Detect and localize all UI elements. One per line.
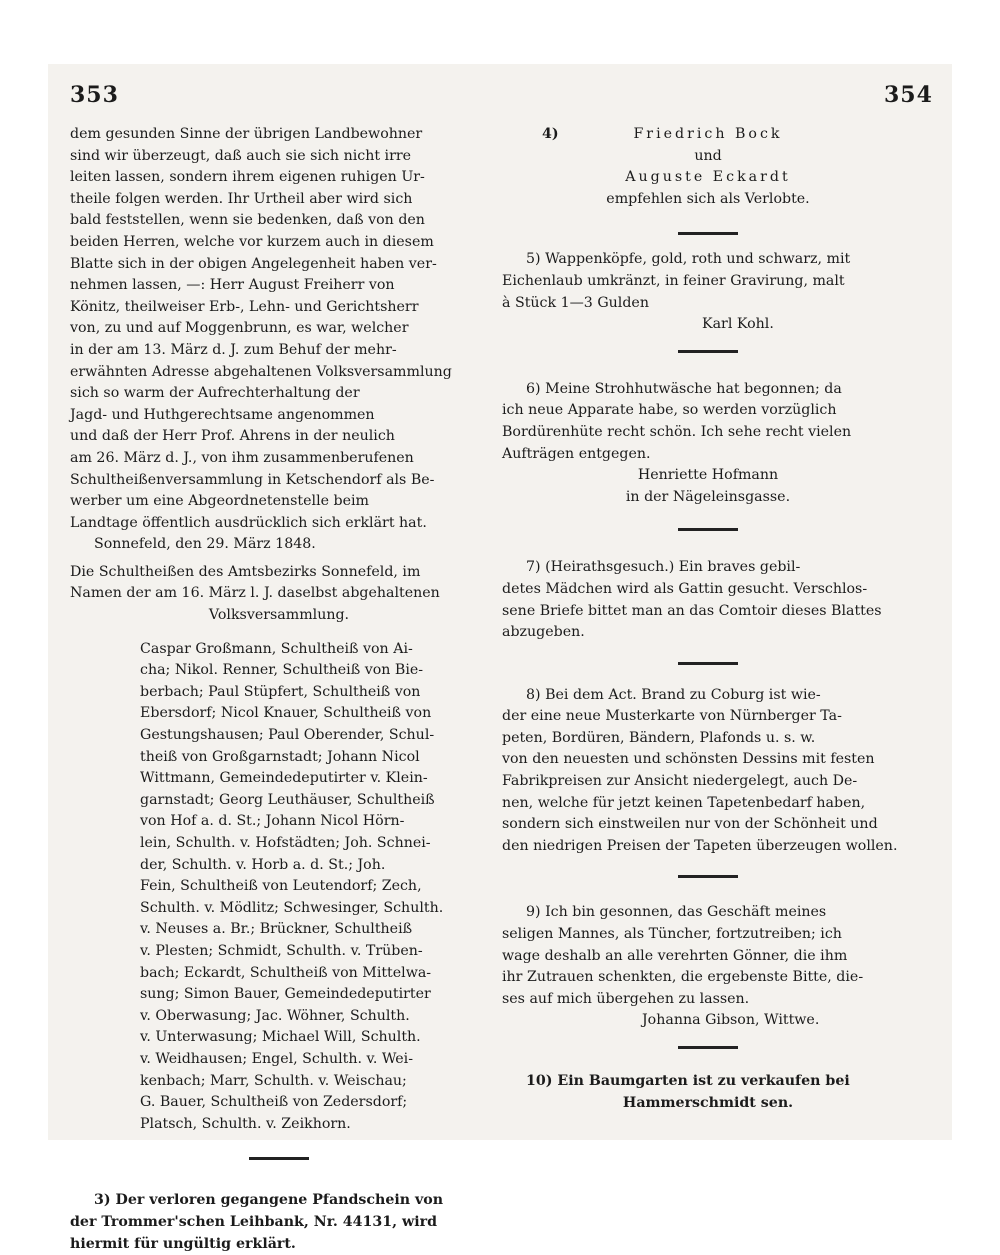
text-line: 9) Ich bin gesonnen, das Geschäft meines: [502, 902, 914, 924]
section-divider: [678, 875, 738, 878]
text-line: cha; Nikol. Renner, Schultheiß von Bie-: [140, 660, 488, 682]
text-line: Ebersdorf; Nicol Knauer, Schultheiß von: [140, 703, 488, 725]
notice-6: [502, 379, 914, 509]
text-line: leiten lassen, sondern ihrem eigenen ruhigen Ur-: [70, 167, 488, 189]
text-line: sene Briefe bittet man an das Comtoir dieses Blattes: [502, 601, 914, 623]
signatories-list: [70, 639, 488, 1136]
text-line: Caspar Großmann, Schultheiß von Ai-: [140, 639, 488, 661]
text-line: ich neue Apparate habe, so werden vorzüglich: [502, 400, 914, 422]
text-line: Jagd- und Huthgerechtsame angenommen: [70, 405, 488, 427]
text-line: lein, Schulth. v. Hofstädten; Joh. Schnei-: [140, 833, 488, 855]
text-line: 5) Wappenköpfe, gold, roth und schwarz, mit: [502, 249, 914, 271]
notice-3: [70, 1190, 488, 1255]
text-line: Platsch, Schulth. v. Zeikhorn.: [140, 1114, 488, 1136]
section-divider: [678, 1046, 738, 1049]
notice-4-engagement: [502, 124, 914, 210]
text-line: Die Schultheißen des Amtsbezirks Sonnefeld, im: [70, 562, 488, 584]
text-line: empfehlen sich als Verlobte.: [502, 189, 914, 211]
paragraph-konitz: [70, 124, 488, 534]
text-line: den niedrigen Preisen der Tapeten überzeugen wollen.: [502, 836, 914, 858]
text-line: Fein, Schultheiß von Leutendorf; Zech,: [140, 876, 488, 898]
text-line: 3) Der verloren gegangene Pfandschein von: [70, 1190, 488, 1212]
text-line: von, zu und auf Moggenbrunn, es war, welcher: [70, 318, 488, 340]
text-line: peten, Bordüren, Bändern, Plafonds u. s. w.: [502, 728, 914, 750]
section-divider: [678, 528, 738, 531]
text-line: bach; Eckardt, Schultheiß von Mittelwa-: [140, 963, 488, 985]
text-line: 10) Ein Baumgarten ist zu verkaufen bei: [502, 1071, 914, 1093]
item-number: 4): [542, 124, 559, 146]
notice-10: [502, 1071, 914, 1114]
text-line: ses auf mich übergehen zu lassen.: [502, 989, 914, 1011]
text-line: sind wir überzeugt, daß auch sie sich nicht irre: [70, 146, 488, 168]
text-line: sich so warm der Aufrechterhaltung der: [70, 383, 488, 405]
notice-8-wallpaper: [502, 685, 914, 858]
text-line: Auguste Eckardt: [502, 167, 914, 189]
text-line: Bordürenhüte recht schön. Ich sehe recht vielen: [502, 422, 914, 444]
page-number-right: 354: [884, 82, 933, 108]
text-line: der Trommer'schen Leihbank, Nr. 44131, wird: [70, 1212, 488, 1234]
section-divider: [678, 662, 738, 665]
notice-7-marriage: [502, 557, 914, 643]
text-line: Friedrich Bock: [502, 124, 914, 146]
text-line: Gestungshausen; Paul Oberender, Schul-: [140, 725, 488, 747]
signature-address: in der Nägeleinsgasse.: [502, 487, 914, 509]
text-line: Blatte sich in der obigen Angelegenheit haben ver-: [70, 254, 488, 276]
text-line: Schulth. v. Mödlitz; Schwesinger, Schulth.: [140, 898, 488, 920]
text-line: à Stück 1—3 Gulden: [502, 293, 914, 315]
text-line: theile folgen werden. Ihr Urtheil aber wird sich: [70, 189, 488, 211]
text-line: in der am 13. März d. J. zum Behuf der mehr-: [70, 340, 488, 362]
signatories-heading: [70, 562, 488, 627]
text-line: Landtage öffentlich ausdrücklich sich erklärt hat.: [70, 513, 488, 535]
text-line: dem gesunden Sinne der übrigen Landbewohner: [70, 124, 488, 146]
text-line: und: [502, 146, 914, 168]
page-number-left: 353: [70, 82, 119, 108]
text-line: am 26. März d. J., von ihm zusammenberufenen: [70, 448, 488, 470]
text-line: v. Unterwasung; Michael Will, Schulth.: [140, 1027, 488, 1049]
text-line: detes Mädchen wird als Gattin gesucht. Verschlos-: [502, 579, 914, 601]
right-column: [502, 124, 914, 1114]
text-line: ihr Zutrauen schenkten, die ergebenste Bitte, die-: [502, 967, 914, 989]
text-line: bald feststellen, wenn sie bedenken, daß von den: [70, 210, 488, 232]
text-line: nehmen lassen, —: Herr August Freiherr von: [70, 275, 488, 297]
text-line: kenbach; Marr, Schulth. v. Weischau;: [140, 1071, 488, 1093]
text-line: abzugeben.: [502, 622, 914, 644]
text-line: 7) (Heirathsgesuch.) Ein braves gebil-: [502, 557, 914, 579]
text-line: Volksversammlung.: [70, 605, 488, 627]
signature: Karl Kohl.: [502, 314, 914, 336]
section-divider: [249, 1157, 309, 1160]
text-line: v. Neuses a. Br.; Brückner, Schultheiß: [140, 919, 488, 941]
text-line: Fabrikpreisen zur Ansicht niedergelegt, auch De-: [502, 771, 914, 793]
text-line: sung; Simon Bauer, Gemeindedeputirter: [140, 984, 488, 1006]
text-line: theiß von Großgarnstadt; Johann Nicol: [140, 747, 488, 769]
text-line: Aufträgen entgegen.: [502, 444, 914, 466]
text-line: Könitz, theilweiser Erb-, Lehn- und Gerichtsherr: [70, 297, 488, 319]
text-line: v. Weidhausen; Engel, Schulth. v. Wei-: [140, 1049, 488, 1071]
signature: Johanna Gibson, Wittwe.: [502, 1010, 914, 1032]
text-line: und daß der Herr Prof. Ahrens in der neulich: [70, 426, 488, 448]
text-line: seligen Mannes, als Tüncher, fortzutreiben; ich: [502, 924, 914, 946]
text-line: v. Plesten; Schmidt, Schulth. v. Trüben-: [140, 941, 488, 963]
text-line: berbach; Paul Stüpfert, Schultheiß von: [140, 682, 488, 704]
text-line: der eine neue Musterkarte von Nürnberger Ta-: [502, 706, 914, 728]
text-line: Hammerschmidt sen.: [502, 1093, 914, 1115]
text-line: 8) Bei dem Act. Brand zu Coburg ist wie-: [502, 685, 914, 707]
section-divider: [678, 232, 738, 235]
text-line: sondern sich einstweilen nur von der Schönheit und: [502, 814, 914, 836]
text-line: von den neuesten und schönsten Dessins mit festen: [502, 749, 914, 771]
text-line: Eichenlaub umkränzt, in feiner Gravirung, malt: [502, 271, 914, 293]
date-line: Sonnefeld, den 29. März 1848.: [70, 534, 488, 556]
signature: Henriette Hofmann: [502, 465, 914, 487]
text-line: werber um eine Abgeordnetenstelle beim: [70, 491, 488, 513]
text-line: von Hof a. d. St.; Johann Nicol Hörn-: [140, 811, 488, 833]
text-line: garnstadt; Georg Leuthäuser, Schultheiß: [140, 790, 488, 812]
left-column: [70, 124, 488, 1255]
text-line: G. Bauer, Schultheiß von Zedersdorf;: [140, 1092, 488, 1114]
text-line: Namen der am 16. März l. J. daselbst abgehaltenen: [70, 583, 488, 605]
text-line: 6) Meine Strohhutwäsche hat begonnen; da: [502, 379, 914, 401]
notice-9: [502, 902, 914, 1032]
text-line: Wittmann, Gemeindedeputirter v. Klein-: [140, 768, 488, 790]
text-line: wage deshalb an alle verehrten Gönner, die ihm: [502, 946, 914, 968]
text-line: der, Schulth. v. Horb a. d. St.; Joh.: [140, 855, 488, 877]
text-line: v. Oberwasung; Jac. Wöhner, Schulth.: [140, 1006, 488, 1028]
text-line: erwähnten Adresse abgehaltenen Volksversammlung: [70, 362, 488, 384]
text-line: hiermit für ungültig erklärt.: [70, 1234, 488, 1255]
text-line: nen, welche für jetzt keinen Tapetenbedarf haben,: [502, 793, 914, 815]
text-line: Schultheißenversammlung in Ketschendorf als Be-: [70, 470, 488, 492]
section-divider: [678, 350, 738, 353]
text-line: beiden Herren, welche vor kurzem auch in diesem: [70, 232, 488, 254]
notice-5: [502, 249, 914, 335]
